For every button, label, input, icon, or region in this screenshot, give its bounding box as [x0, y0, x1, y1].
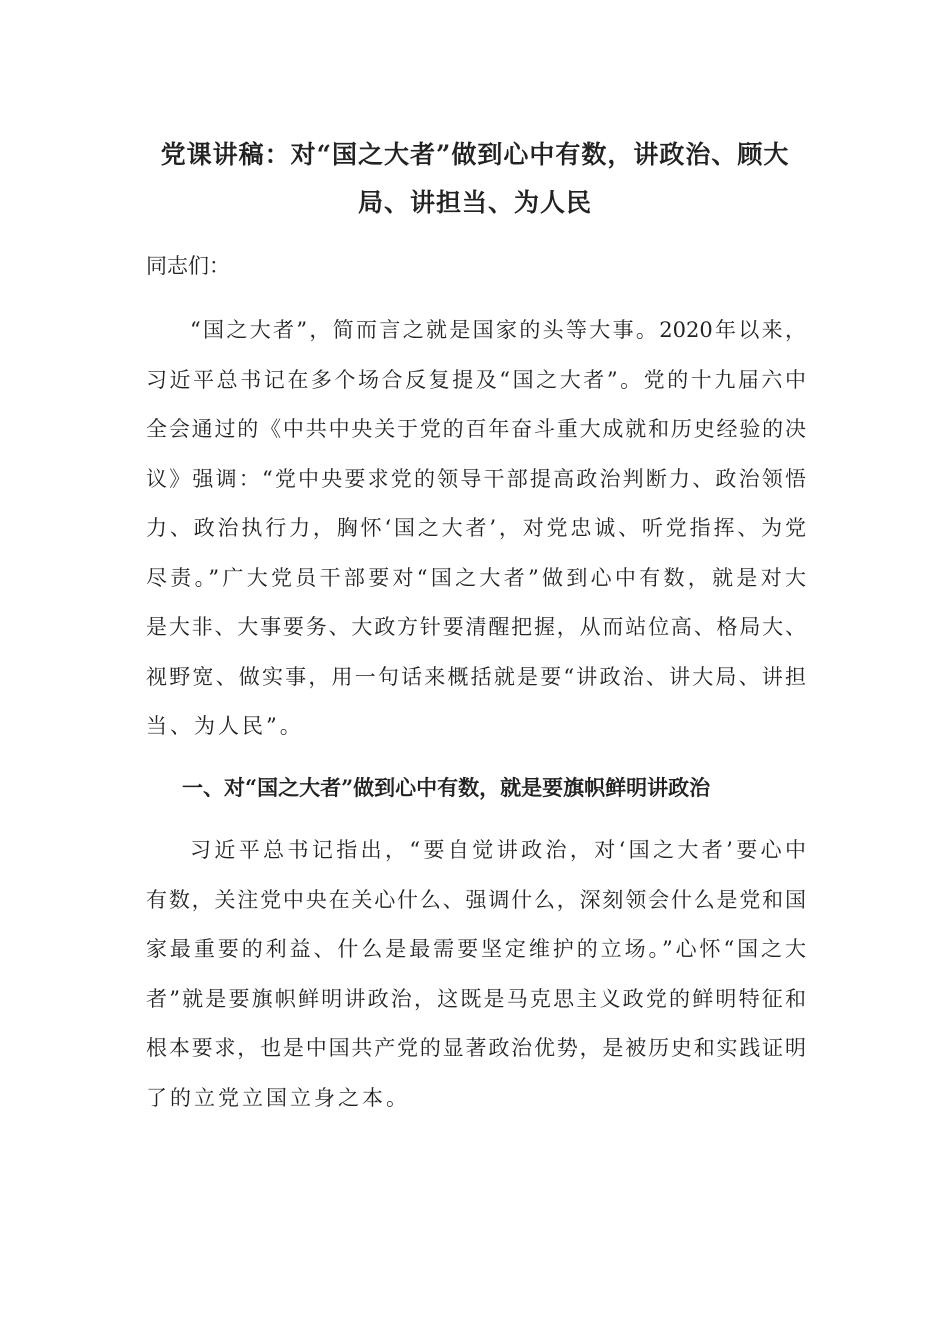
document-title-line-1: 党课讲稿：对“国之大者”做到心中有数，讲政治、顾大: [160, 140, 790, 169]
paragraph-line: 有数，关注党中央在关心什么、强调什么，深刻领会什么是党和国: [146, 887, 806, 912]
paragraph-line: 当、为人民”。: [146, 714, 304, 738]
paragraph-line: 家最重要的利益、什么是最需要坚定维护的立场。”心怀“国之大: [146, 937, 806, 961]
section-heading-1: 一、对“国之大者”做到心中有数，就是要旗帜鲜明讲政治: [182, 775, 711, 800]
paragraph-line: 尽责。”广大党员干部要对“国之大者”做到心中有数，就是对大: [146, 565, 806, 590]
paragraph-2: [146, 826, 806, 1123]
greeting: 同志们：: [146, 254, 230, 278]
paragraph-line: 根本要求，也是中国共产党的显著政治优势，是被历史和实践证明: [146, 1036, 806, 1060]
paragraph-line: 力、政治执行力，胸怀‘国之大者’，对党忠诚、听党指挥、为党: [146, 516, 806, 540]
paragraph-line: 视野宽、做实事，用一句话来概括就是要“讲政治、讲大局、讲担: [146, 664, 806, 689]
paragraph-line: 者”就是要旗帜鲜明讲政治，这既是马克思主义政党的鲜明特征和: [146, 986, 806, 1011]
paragraph-line: “国之大者”，简而言之就是国家的头等大事。2020年以来，: [190, 318, 806, 342]
paragraph-line: 了的立党立国立身之本。: [146, 1085, 410, 1110]
paragraph-line: 习近平总书记指出，“要自觉讲政治，对‘国之大者’要心中: [190, 838, 806, 862]
paragraph-line: 是大非、大事要务、大政方针要清醒把握，从而站位高、格局大、: [146, 615, 806, 639]
paragraph-line: 习近平总书记在多个场合反复提及“国之大者”。党的十九届六中: [146, 367, 806, 392]
paragraph-line: 议》强调：“党中央要求党的领导干部提高政治判断力、政治领悟: [146, 466, 806, 491]
document-title-line-2: 局、讲担当、为人民: [357, 188, 592, 217]
paragraph-line: 全会通过的《中共中央关于党的百年奋斗重大成就和历史经验的决: [146, 417, 806, 441]
paragraph-1: [146, 306, 806, 752]
